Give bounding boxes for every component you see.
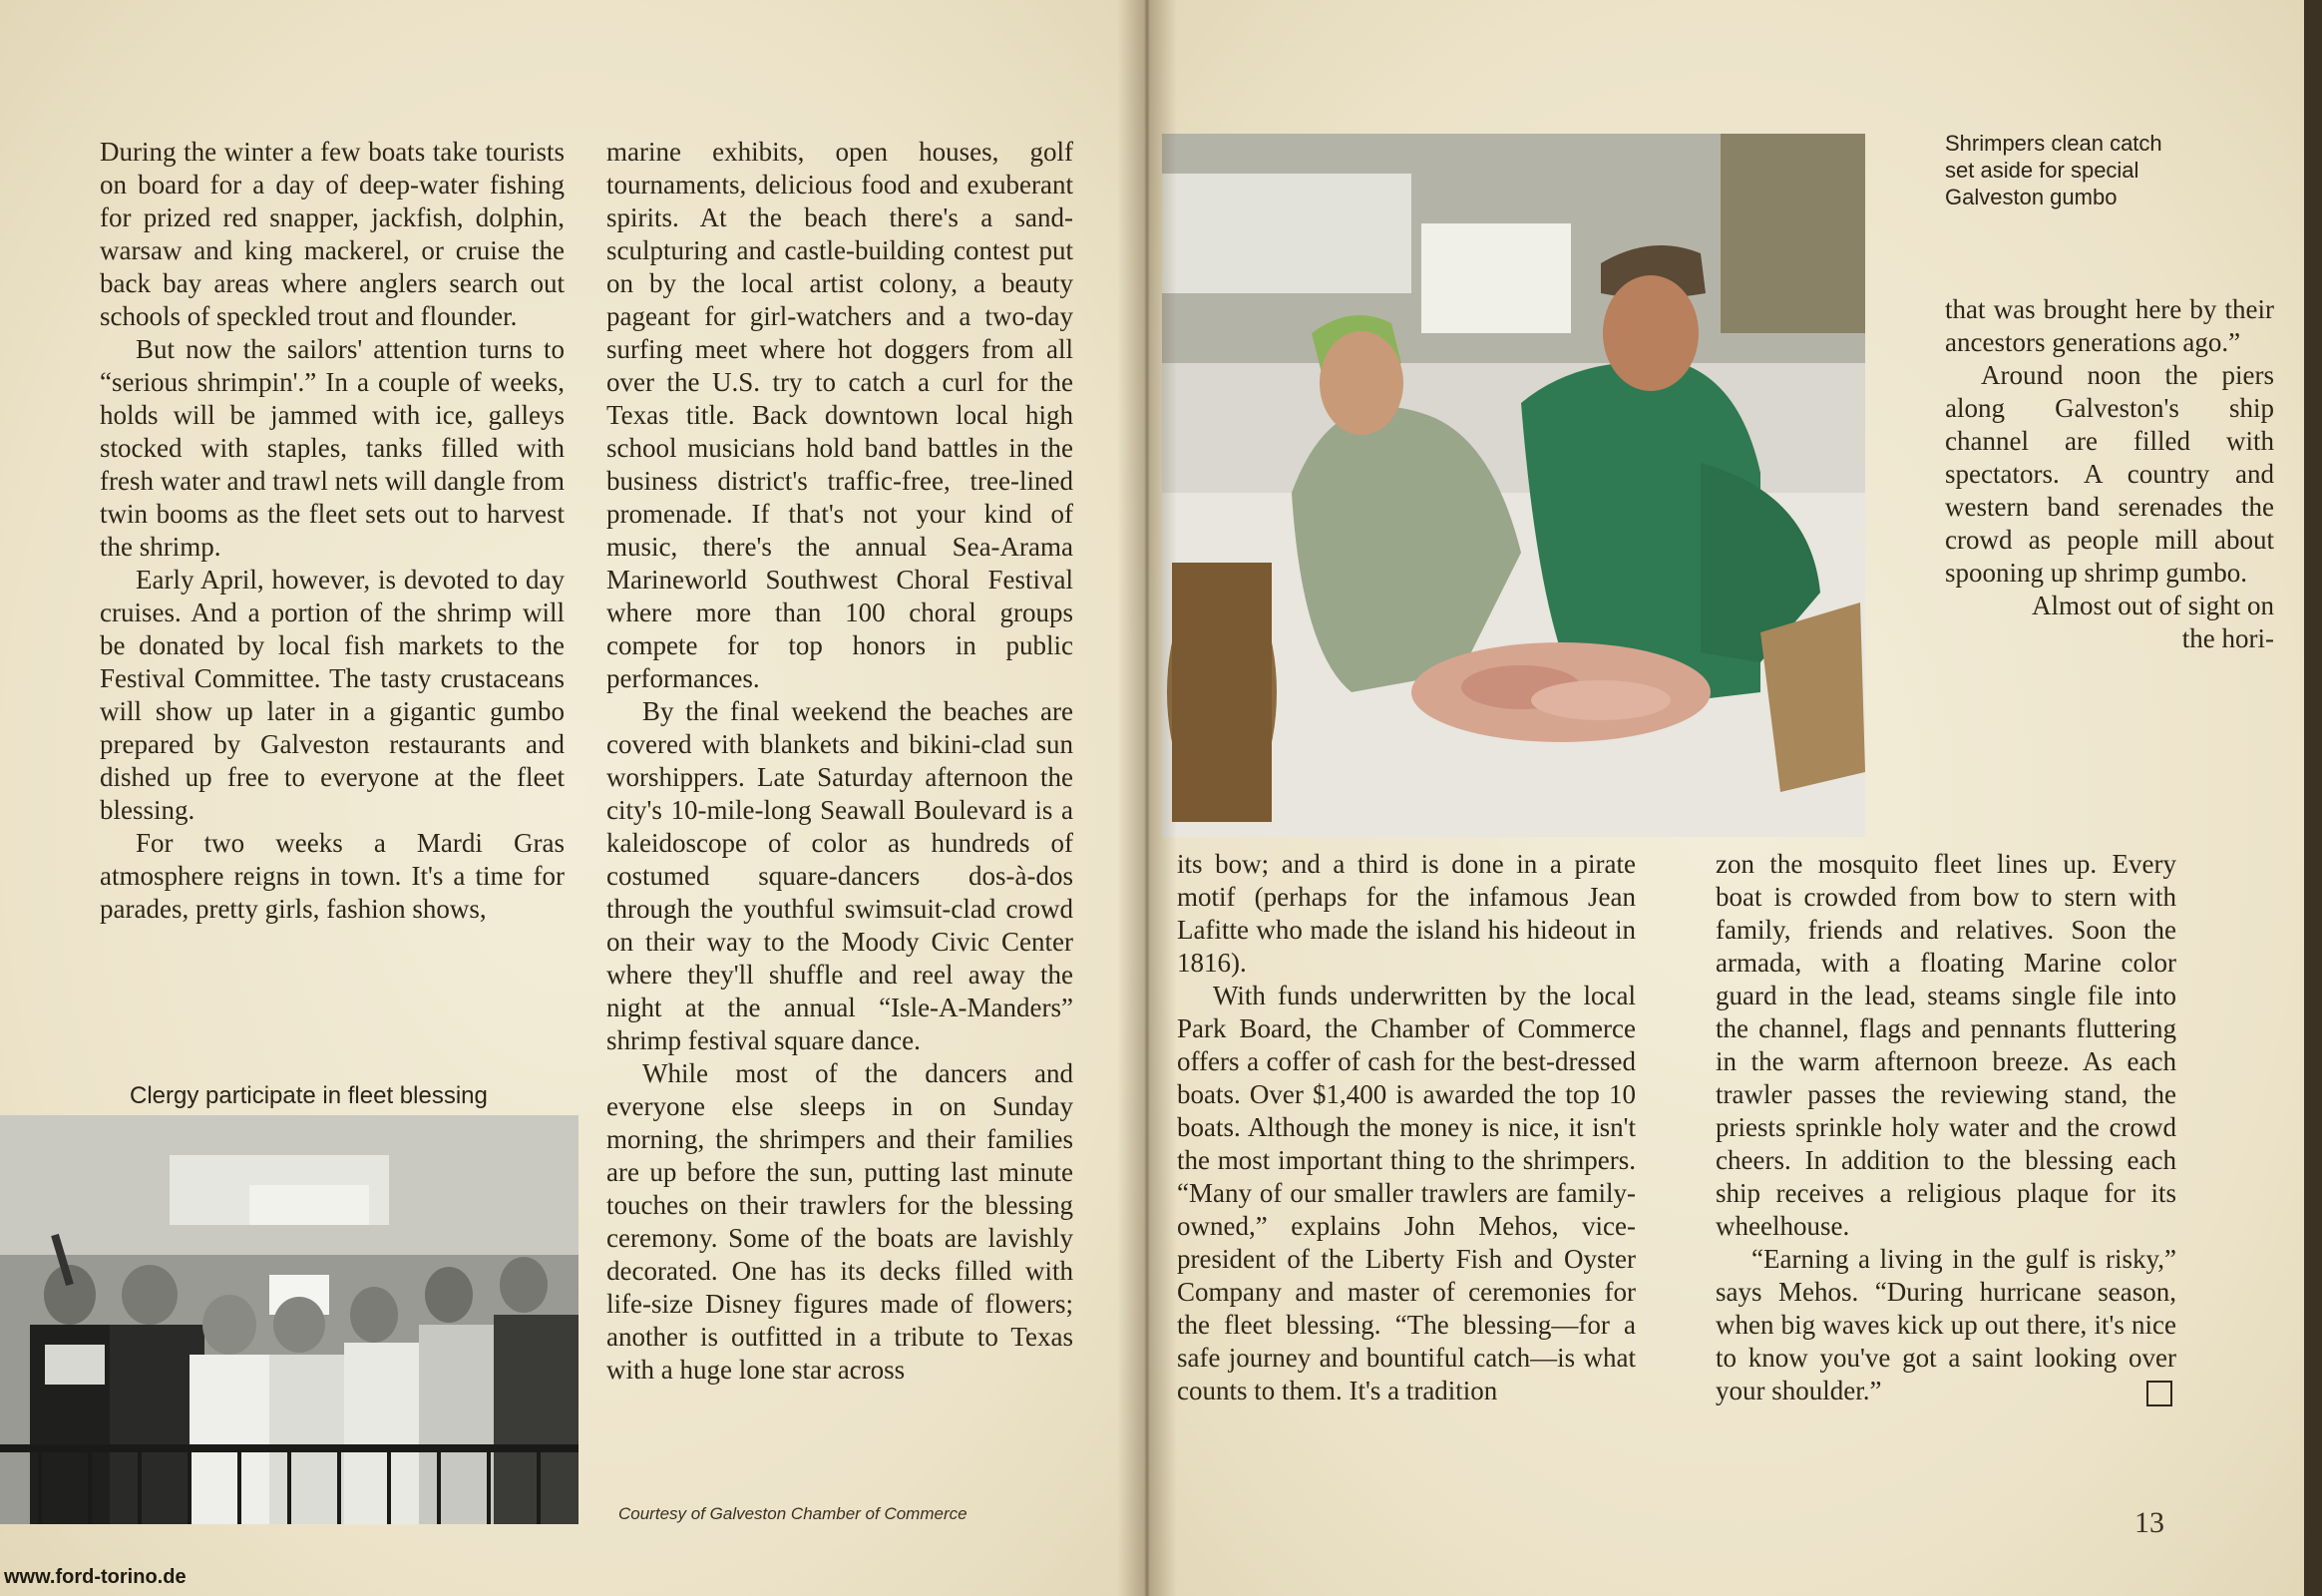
right-column-1 xyxy=(1177,848,1636,1407)
paragraph: marine exhibits, open houses, golf tournaments, delicious food and exuberant spirits. At the beach there's a sand-sculpturing and castle-building contest put on by the local artist colony, a beauty pageant for girl-watchers and a two-day surfing meet where hot doggers from all over the U.S. try to catch a curl for the Texas title. Back downtown local high school musicians hold band battles in the business district's traffic-free, tree-lined promenade. If that's not your kind of music, there's the annual Sea-Arama Marineworld Southwest Choral Festival where more than 100 choral groups compete for top honors in public performances. xyxy=(606,137,1073,693)
photo-credit: Courtesy of Galveston Chamber of Commerce xyxy=(618,1504,968,1523)
binding-gutter xyxy=(1117,0,1177,1596)
end-of-article-mark xyxy=(2146,1381,2172,1406)
paragraph: During the winter a few boats take tourists on board for a day of deep-water fishing for prized red snapper, jackfish, dolphin, warsaw and king mackerel, or cruise the back bay areas where anglers search out schools of speckled trout and flounder. xyxy=(100,137,565,331)
paragraph: With funds underwritten by the local Park Board, the Chamber of Commerce offers a coffer of cash for the best-dressed boats. Over $1,400 is awarded the top 10 boats. Although the money is nice, it isn't the most important thing to the shrimpers. “Many of our smaller trawlers are family-owned,” explains John Mehos, vice-president of the Liberty Fish and Oyster Company and master of ceremonies for the fleet blessing. “The blessing—for a safe journey and bountiful catch—is what counts to them. It's a tradition xyxy=(1177,981,1636,1405)
paragraph: For two weeks a Mardi Gras atmosphere reigns in town. It's a time for parades, pretty girls, fashion shows, xyxy=(100,828,565,924)
right-page xyxy=(1147,0,2304,1596)
right-column-2 xyxy=(1716,848,2176,1407)
left-column-1 xyxy=(100,136,565,926)
paragraph: Early April, however, is devoted to day cruises. And a portion of the shrimp will be donated by local fish markets to the Festival Committee. The tasty crustaceans will show up later in a gigantic gumbo prepared by Galveston restaurants and dished up free to everyone at the fleet blessing. xyxy=(100,565,565,825)
closing-quote-text: “Earning a living in the gulf is risky,” says Mehos. “During hurricane season, when big waves kick up out there, it's nice to know you've got a saint looking over your shoulder.” xyxy=(1716,1244,2176,1405)
shrimpers-photo-caption: Shrimpers clean catch set aside for special Galveston gumbo xyxy=(1945,131,2162,209)
page-number: 13 xyxy=(2134,1506,2164,1539)
website-watermark: www.ford-torino.de xyxy=(4,1566,187,1588)
paragraph: Around noon the piers along Galveston's ship channel are filled with spectators. A country and western band serenades the crowd as people mill about spooning up shrimp gumbo. xyxy=(1945,360,2274,588)
paragraph: Almost out of sight on the hori- xyxy=(2031,591,2274,653)
left-column-2 xyxy=(606,136,1073,1387)
right-narrow-column xyxy=(1945,293,2274,655)
paragraph: zon the mosquito fleet lines up. Every boat is crowded from bow to stern with family, friends and relatives. Soon the armada, with a floating Marine color guard in the lead, steams single file into the channel, flags and pennants fluttering in the warm afternoon breeze. As each trawler passes the reviewing stand, the priests sprinkle holy water and the crowd cheers. In addition to the blessing each ship receives a religious plaque for its wheelhouse. xyxy=(1716,849,2176,1241)
paragraph xyxy=(1716,1243,2176,1407)
clergy-blessing-photo xyxy=(0,1115,579,1524)
page-edge xyxy=(2304,0,2322,1596)
paragraph: But now the sailors' attention turns to “serious shrimpin'.” In a couple of weeks, holds will be jammed with ice, galleys stocked with staples, tanks filled with fresh water and trawl nets will dangle from twin booms as the fleet sets out to harvest the shrimp. xyxy=(100,334,565,562)
paragraph: While most of the dancers and everyone else sleeps in on Sunday morning, the shrimpers and their families are up before the sun, putting last minute touches on their trawlers for the blessing ceremony. Some of the boats are lavishly decorated. One has its decks filled with life-size Disney figures made of flowers; another is outfitted in a tribute to Texas with a huge lone star across xyxy=(606,1058,1073,1385)
paragraph: By the final weekend the beaches are covered with blankets and bikini-clad sun worshippers. Late Saturday afternoon the city's 10-mile-long Seawall Boulevard is a kaleidoscope of color as hundreds of costumed square-dancers dos-à-dos through the youthful swimsuit-clad crowd on their way to the Moody Civic Center where they'll shuffle and reel away the night at the annual “Isle-A-Manders” shrimp festival square dance. xyxy=(606,696,1073,1055)
shrimpers-photo xyxy=(1162,134,1865,837)
clergy-photo-caption: Clergy participate in fleet blessing xyxy=(130,1082,488,1109)
paragraph: that was brought here by their ancestors generations ago.” xyxy=(1945,294,2274,357)
left-page xyxy=(0,0,1147,1596)
paragraph: its bow; and a third is done in a pirate motif (perhaps for the infamous Jean Lafitte who made the island his hideout in 1816). xyxy=(1177,849,1636,978)
